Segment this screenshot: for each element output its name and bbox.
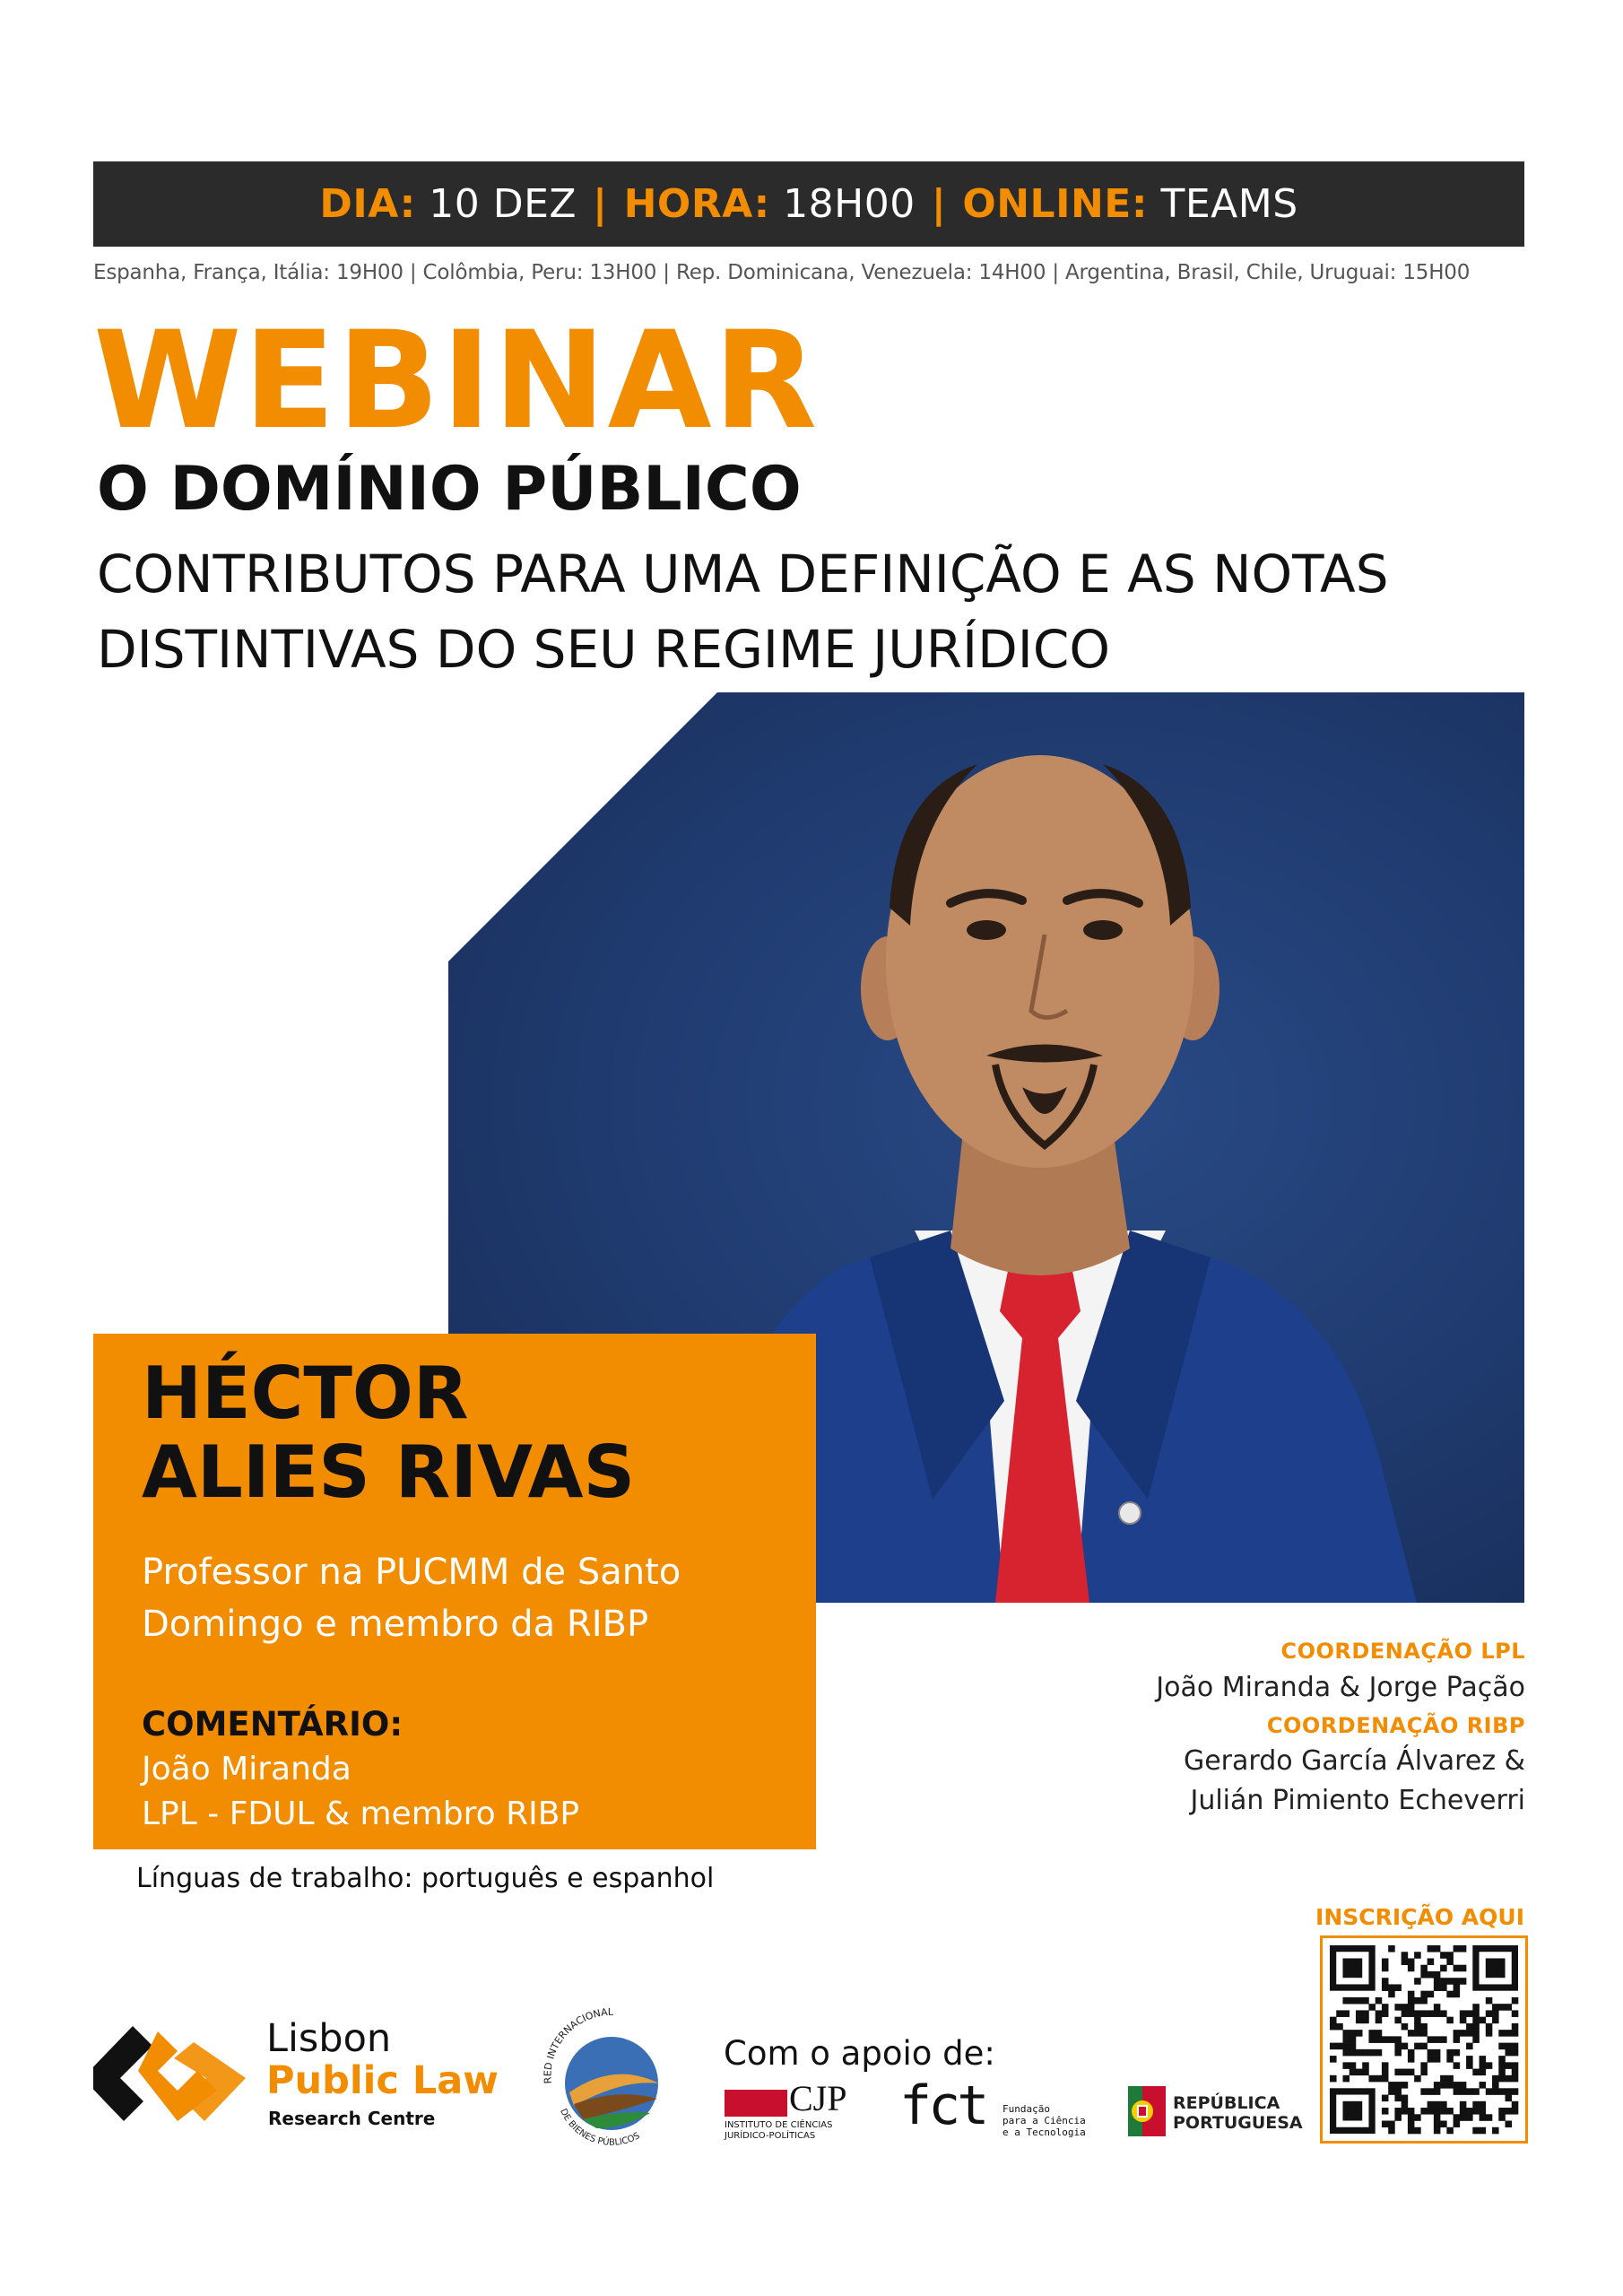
coordination-lpl-label: COORDENAÇÃO LPL — [1280, 1639, 1525, 1664]
commentator-line2: LPL - FDUL & membro RIBP — [142, 1796, 580, 1832]
speaker-name-line1: HÉCTOR — [142, 1352, 469, 1435]
qr-code-icon — [1323, 1938, 1525, 2141]
day-label: DIA: — [319, 181, 416, 227]
lpl-logo-line1: Lisbon — [266, 2016, 392, 2061]
coordination-ribp-label: COORDENAÇÃO RIBP — [1266, 1713, 1525, 1738]
cjp-logo-block — [725, 2090, 787, 2117]
rp-line2: PORTUGUESA — [1173, 2113, 1303, 2133]
cjp-line1: INSTITUTO DE CIÊNCIAS — [725, 2120, 833, 2130]
comment-label: COMENTÁRIO: — [142, 1705, 404, 1744]
fct-line1: Fundação — [1002, 2103, 1050, 2115]
cjp-line2: JURÍDICO-POLÍTICAS — [725, 2131, 816, 2141]
commentator — [142, 1747, 579, 1837]
speaker-name-line2: ALIES RIVAS — [142, 1431, 636, 1514]
coordination-ribp-names-line2: Julián Pimiento Echeverri — [1190, 1785, 1525, 1816]
speaker-role-line1: Professor na PUCMM de Santo — [142, 1552, 681, 1593]
speaker-role-line2: Domingo e membro da RIBP — [142, 1604, 649, 1645]
working-languages: Línguas de trabalho: português e espanhol — [136, 1863, 715, 1894]
speaker-name — [142, 1354, 635, 1512]
time-value: 18H00 — [783, 181, 916, 227]
registration-label: INSCRIÇÃO AQUI — [1315, 1904, 1524, 1930]
webinar-heading: WEBINAR — [93, 303, 820, 459]
registration-qr-code[interactable] — [1320, 1935, 1528, 2144]
time-label: HORA: — [623, 181, 770, 227]
ribp-arc-bottom: DE BIENES PÚBLICOS — [558, 2107, 642, 2148]
coordination-ribp-names-line1: Gerardo García Álvarez & — [1183, 1745, 1525, 1777]
separator: | — [593, 181, 608, 227]
online-label: ONLINE: — [962, 181, 1148, 227]
ribp-logo-icon — [534, 1998, 690, 2155]
day-value: 10 DEZ — [429, 181, 577, 227]
separator: | — [931, 181, 947, 227]
lpl-logo-line2: Public Law — [266, 2058, 499, 2103]
fct-subtitle — [1002, 2103, 1086, 2138]
lisbon-public-law-logo-icon — [93, 2022, 247, 2128]
lpl-logo-line3: Research Centre — [268, 2108, 436, 2129]
speaker-role — [142, 1546, 681, 1650]
fct-line3: e a Tecnologia — [1002, 2126, 1086, 2138]
republica-portuguesa-text — [1173, 2093, 1303, 2133]
coordination-lpl-names: João Miranda & Jorge Pação — [1156, 1672, 1525, 1703]
ribp-arc-top: RED INTERNACIONAL — [542, 2005, 614, 2084]
event-info-bar — [93, 161, 1524, 247]
commentator-line1: João Miranda — [142, 1751, 352, 1787]
page-subtitle: CONTRIBUTOS PARA UMA DEFINIÇÃO E AS NOTAS DISTINTIVAS DO SEU REGIME JURÍDICO — [97, 544, 1389, 680]
cjp-subtitle — [725, 2120, 832, 2142]
timezones-line: Espanha, França, Itália: 19H00 | Colômbia, Peru: 13H00 | Rep. Dominicana, Venezuela: 14H00 | Argentina, Brasil, Chile, Uruguai: 15H00 — [93, 261, 1471, 284]
support-label: Com o apoio de: — [724, 2034, 995, 2073]
fct-line2: para a Ciência — [1002, 2115, 1086, 2126]
cjp-acronym: CJP — [789, 2078, 847, 2118]
republica-portuguesa-emblem-icon — [1128, 2086, 1166, 2136]
online-value: TEAMS — [1160, 181, 1298, 227]
fct-acronym: fct — [899, 2074, 986, 2137]
page-title: O DOMÍNIO PÚBLICO — [97, 454, 802, 525]
rp-line1: REPÚBLICA — [1173, 2093, 1280, 2113]
